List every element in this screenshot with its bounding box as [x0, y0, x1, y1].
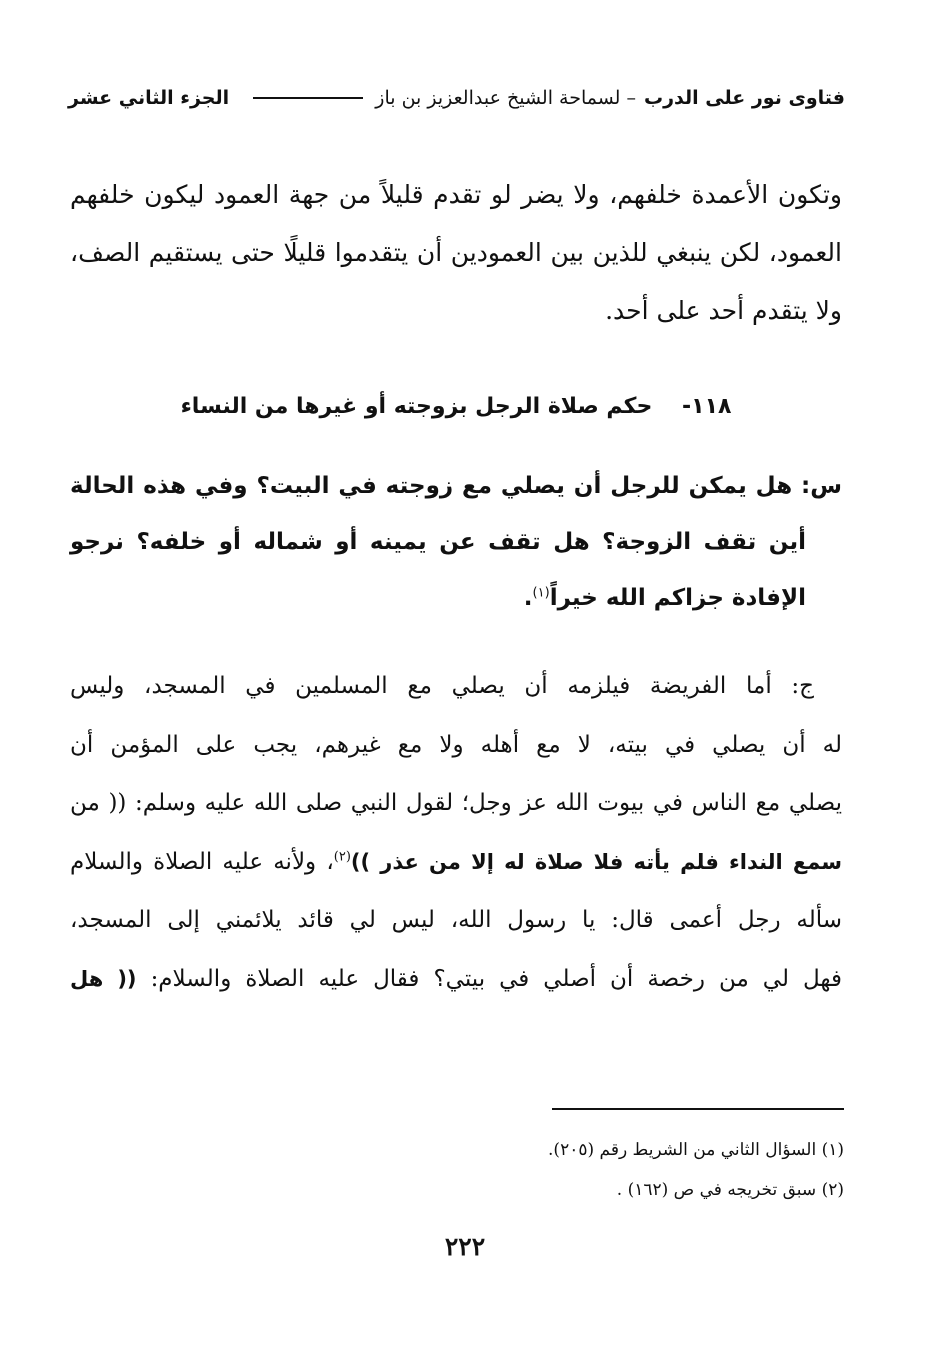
answer-text: فهل لي من رخصة أن أصلي في بيتي؟ فقال عليه الصلاة والسلام: — [150, 965, 843, 992]
question-line: أين تقف الزوجة؟ هل تقف عن يمينه أو شماله أو خلفه؟ نرجو — [70, 529, 806, 555]
footnotes — [70, 1130, 844, 1210]
footnote-ref: (١) — [532, 585, 550, 601]
header-rule — [253, 97, 363, 99]
answer-line: له أن يصلي في بيته، لا مع أهله ولا مع غيرهم، يجب على المؤمن أن — [70, 731, 842, 758]
answer-line — [70, 833, 842, 892]
section-title: حكم صلاة الرجل بزوجته أو غيرها من النساء — [180, 394, 653, 419]
answer-line — [70, 950, 842, 1009]
footnote-item: (٢) سبق تخريجه في ص (١٦٢) . — [616, 1180, 844, 1200]
running-header — [68, 80, 845, 116]
answer-block — [70, 657, 842, 1008]
question-line — [70, 570, 842, 626]
hadith-quote: (( هل — [70, 966, 137, 991]
intro-paragraph: وتكون الأعمدة خلفهم، ولا يضر لو تقدم قليلاً من جهة العمود ليكون خلفهم العمود، لكن ينبغي للذين بين العمودين أن يتقدموا قليلًا حتى يستقيم الصف، ولا يتقدم أحد على أحد. — [70, 180, 842, 325]
hadith-quote: سمع النداء فلم يأته فلا صلاة له إلا من عذر )) — [350, 849, 842, 874]
section-number: ١١٨- — [682, 394, 732, 419]
footnote-item: (١) السؤال الثاني من الشريط رقم (٢٠٥). — [548, 1140, 844, 1160]
section-heading — [70, 385, 842, 429]
volume-label: الجزء الثاني عشر — [68, 87, 230, 109]
footnote-separator — [552, 1108, 844, 1110]
page-number: ٢٢٢ — [444, 1232, 486, 1261]
question-block — [70, 458, 842, 626]
book-title: فتاوى نور على الدرب — [644, 87, 845, 109]
answer-line: سأله رجل أعمى قال: يا رسول الله، ليس لي قائد يلائمني إلى المسجد، — [70, 907, 842, 933]
answer-text: ، ولأنه عليه الصلاة والسلام — [70, 848, 334, 875]
header-title-group — [249, 87, 845, 109]
question-text: الإفادة جزاكم الله خيراً — [549, 585, 806, 611]
question-end: . — [523, 585, 533, 611]
answer-line: يصلي مع الناس في بيوت الله عز وجل؛ لقول النبي صلى الله عليه وسلم: (( من — [70, 790, 842, 816]
question-line: س: هل يمكن للرجل أن يصلي مع زوجته في البيت؟ وفي هذه الحالة — [70, 473, 842, 499]
author-name: – لسماحة الشيخ عبدالعزيز بن باز — [375, 87, 636, 109]
footnote-ref: (٢) — [333, 848, 351, 864]
answer-line: ج: أما الفريضة فيلزمه أن يصلي مع المسلمين في المسجد، وليس — [70, 673, 814, 699]
